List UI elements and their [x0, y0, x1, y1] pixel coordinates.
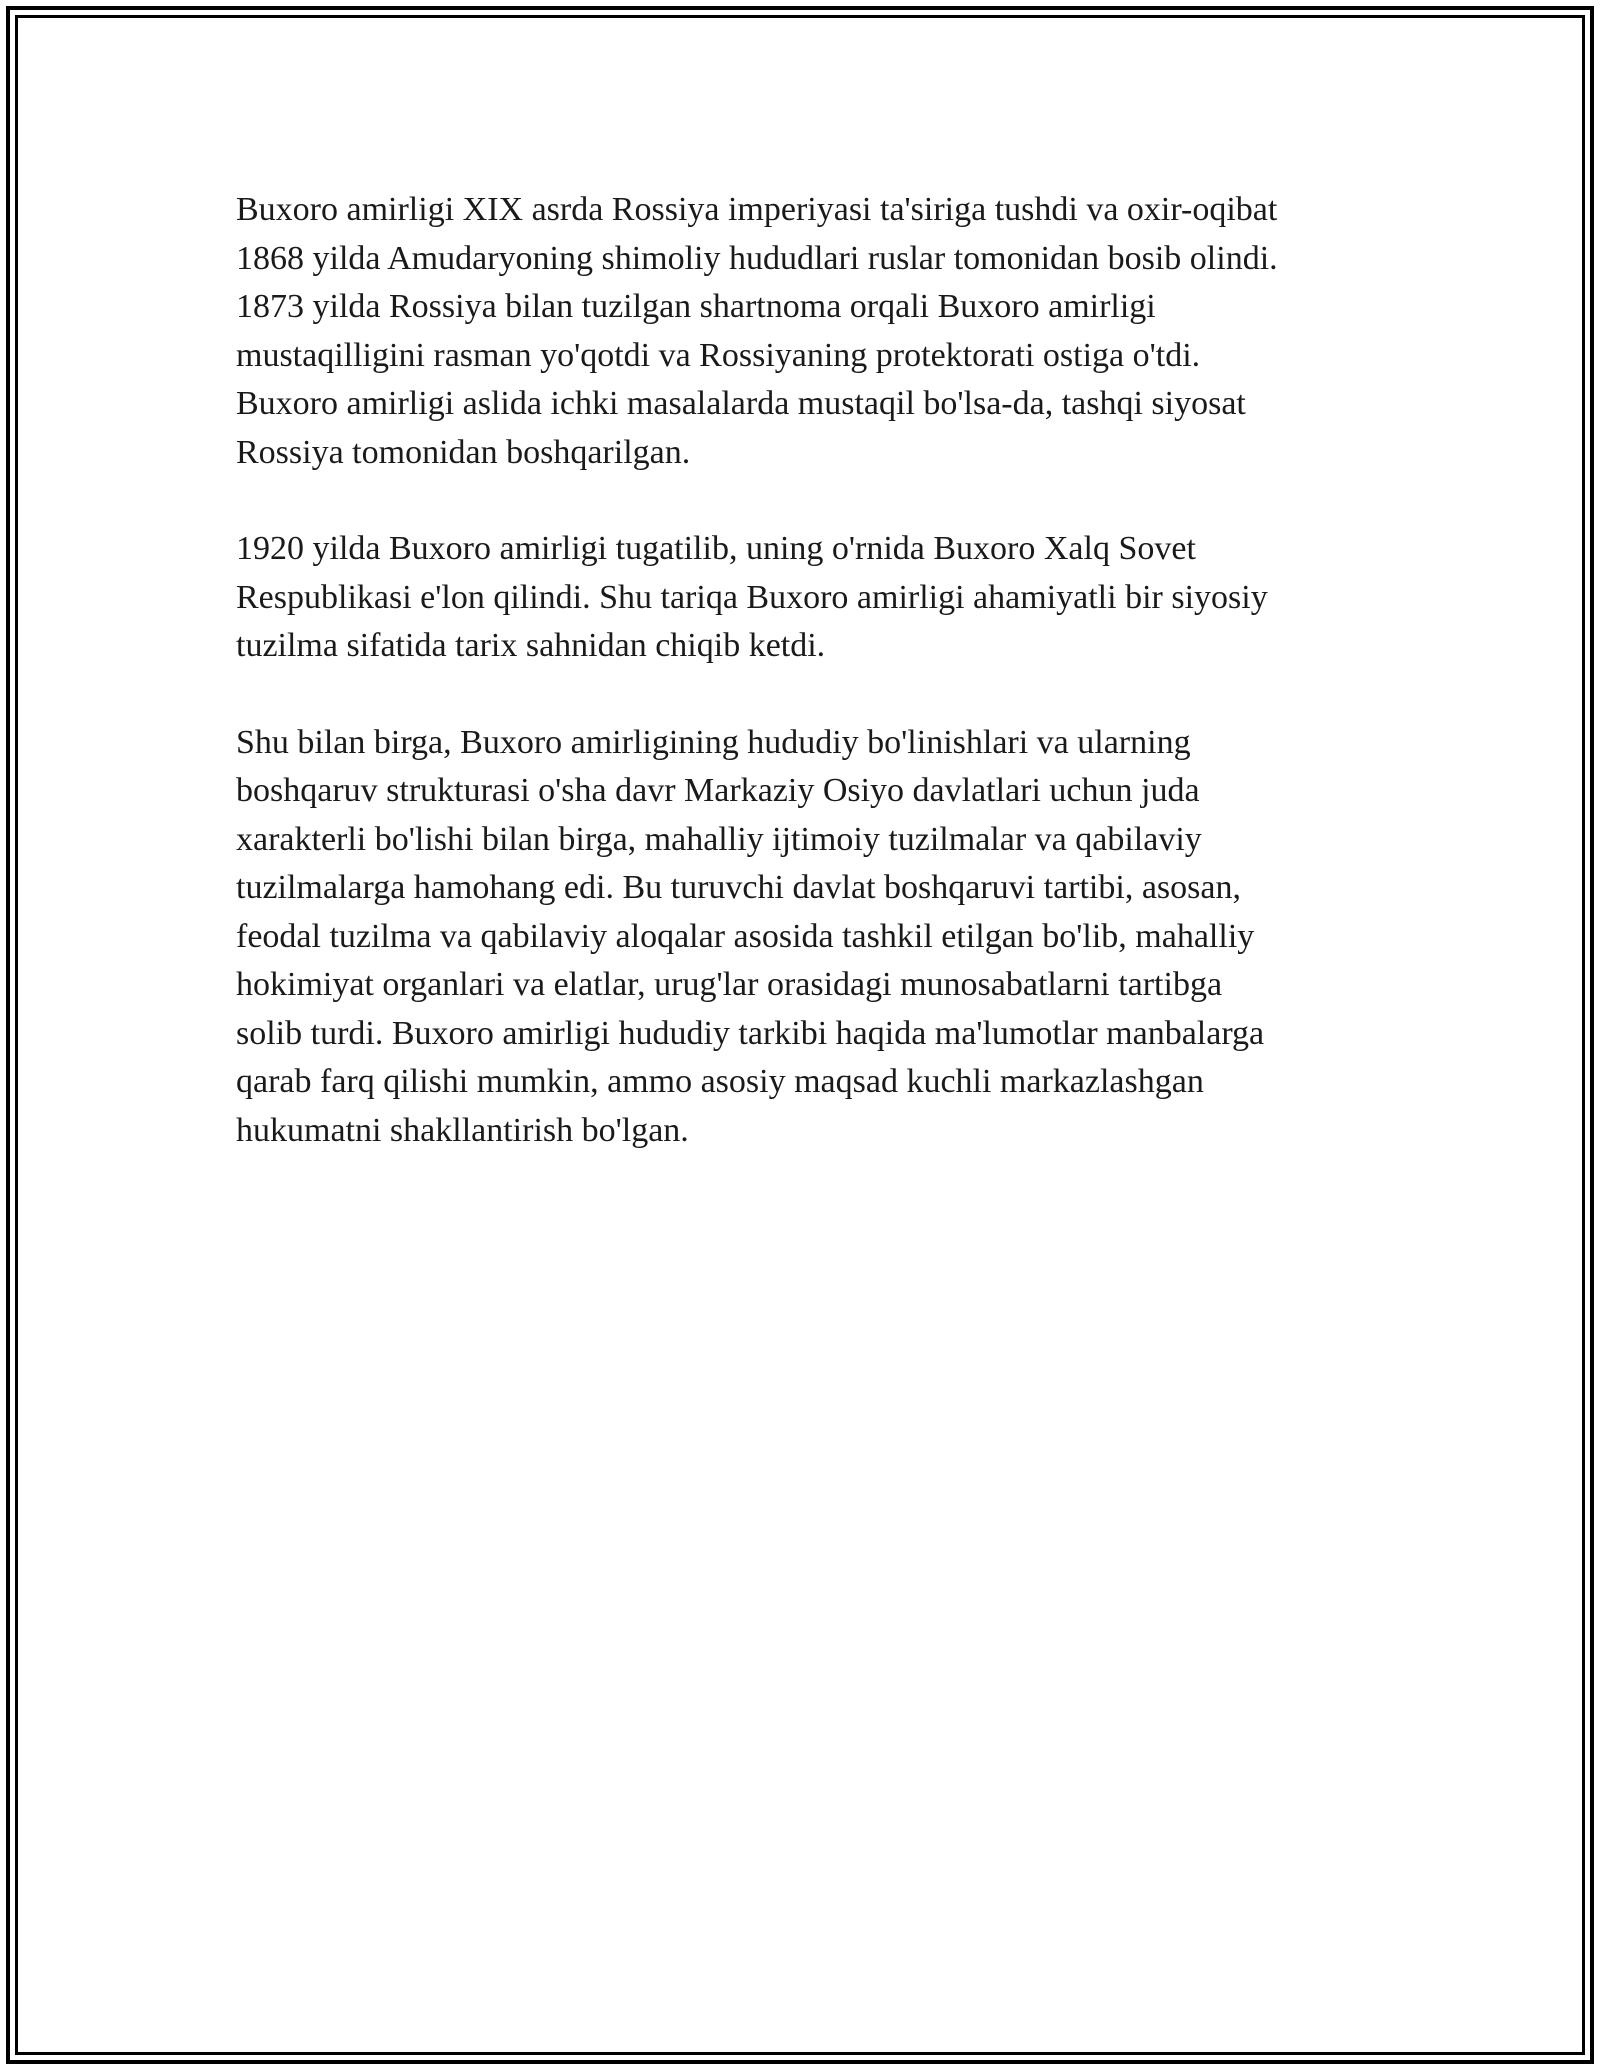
text-line: hukumatni shakllantirish bo'lgan. — [236, 1111, 689, 1149]
text-line: boshqaruv strukturasi o'sha davr Markaziy Osiyo davlatlari uchun juda — [236, 772, 1200, 809]
text-line: 1868 yilda Amudaryoning shimoliy hududlari ruslar tomonidan bosib olindi. — [236, 239, 1278, 277]
paragraph-2 — [236, 525, 1376, 671]
text-line: 1873 yilda Rossiya bilan tuzilgan shartnoma orqali Buxoro amirligi — [236, 288, 1156, 325]
text-line: xarakterli bo'lishi bilan birga, mahalliy ijtimoiy tuzilmalar va qabilaviy — [236, 820, 1202, 858]
paragraph-3 — [236, 719, 1376, 1156]
text-line: hokimiyat organlari va elatlar, urug'lar orasidagi munosabatlarni tartibga — [236, 966, 1223, 1003]
text-line: solib turdi. Buxoro amirligi hududiy tarkibi haqida ma'lumotlar manbalarga — [236, 1014, 1265, 1052]
text-line: Rossiya tomonidan boshqarilgan. — [236, 433, 691, 471]
text-line: mustaqilligini rasman yo'qotdi va Rossiyaning protektorati ostiga o'tdi. — [236, 336, 1201, 374]
text-line: Shu bilan birga, Buxoro amirligining hududiy bo'linishlari va ularning — [236, 723, 1191, 761]
document-body — [236, 186, 1376, 1203]
text-line: feodal tuzilma va qabilaviy aloqalar asosida tashkil etilgan bo'lib, mahalliy — [236, 917, 1255, 955]
text-line: Buxoro amirligi aslida ichki masalalarda mustaqil bo'lsa-da, tashqi siyosat — [236, 385, 1246, 422]
text-line: tuzilmalarga hamohang edi. Bu turuvchi davlat boshqaruvi tartibi, asosan, — [236, 869, 1241, 906]
text-line: Buxoro amirligi XIX asrda Rossiya imperiyasi ta'siriga tushdi va oxir-oqibat — [236, 191, 1278, 228]
paragraph-1 — [236, 186, 1376, 477]
text-line: 1920 yilda Buxoro amirligi tugatilib, uning o'rnida Buxoro Xalq Sovet — [236, 530, 1196, 567]
text-line: Respublikasi e'lon qilindi. Shu tariqa Buxoro amirligi ahamiyatli bir siyosiy — [236, 578, 1268, 616]
text-line: qarab farq qilishi mumkin, ammo asosiy maqsad kuchli markazlashgan — [236, 1063, 1204, 1100]
text-line: tuzilma sifatida tarix sahnidan chiqib ketdi. — [236, 627, 826, 664]
